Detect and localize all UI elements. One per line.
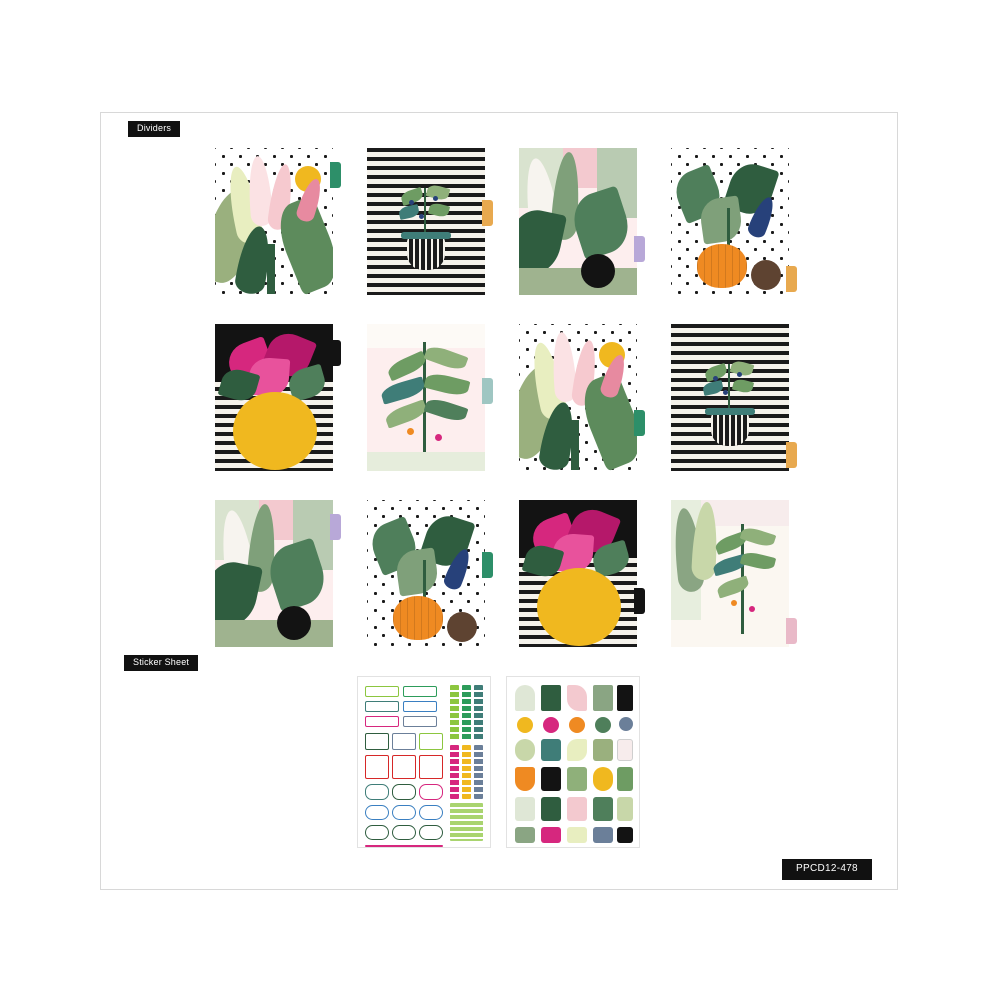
sticker-oval [419, 805, 443, 820]
sticker-tag [419, 784, 443, 800]
sticker-motif [567, 827, 587, 843]
sticker-motif [567, 797, 587, 821]
divider-artwork [671, 148, 789, 295]
divider-card [367, 500, 485, 647]
sticker-note-box [419, 733, 443, 750]
sticker-box [403, 686, 437, 697]
vase-rim [705, 408, 755, 415]
sticker-note-box [365, 733, 389, 750]
divider-artwork [367, 148, 485, 295]
berry-shape [409, 200, 414, 205]
sticker-tag [365, 784, 389, 800]
color-block [367, 452, 485, 471]
sticker-motif [541, 685, 561, 711]
sticker-motif [595, 717, 611, 733]
sticker-sheet-group [357, 676, 640, 848]
sticker-motif [567, 739, 587, 761]
sticker-oval [365, 805, 389, 820]
vase-stripes [407, 236, 445, 270]
stem-shape [571, 420, 579, 470]
color-block [367, 324, 485, 348]
berry-shape [713, 376, 718, 381]
sticker-note-box [392, 733, 416, 750]
divider-tab [634, 236, 645, 262]
divider-artwork [671, 324, 789, 471]
sticker-big-box [419, 755, 443, 779]
sticker-motif [593, 767, 613, 791]
color-block [519, 268, 637, 295]
divider-tab [482, 552, 493, 578]
divider-artwork [519, 324, 637, 471]
section-label-dividers: Dividers [128, 121, 180, 137]
divider-artwork [215, 324, 333, 471]
divider-artwork [367, 500, 485, 647]
sticker-motif [517, 717, 533, 733]
sticker-motif [593, 797, 613, 821]
divider-card [671, 148, 789, 295]
sticker-motif [567, 767, 587, 791]
divider-tab [482, 200, 493, 226]
divider-tab [482, 378, 493, 404]
berry-shape [731, 600, 737, 606]
divider-card [215, 324, 333, 471]
sticker-motif [515, 739, 535, 761]
divider-tab [634, 410, 645, 436]
sticker-oval [392, 825, 416, 840]
berry-shape [737, 372, 742, 377]
divider-artwork [215, 500, 333, 647]
sticker-motif [593, 827, 613, 843]
sticker-oval [419, 825, 443, 840]
berry-shape [407, 428, 414, 435]
pumpkin-ribs [393, 596, 443, 640]
divider-tab [330, 514, 341, 540]
accent-bar [365, 845, 443, 847]
sticker-motif [593, 739, 613, 761]
color-block [215, 620, 333, 647]
sticker-motif [515, 685, 535, 711]
berry-shape [749, 606, 755, 612]
swatch-column [462, 745, 471, 799]
blob-shape [581, 254, 615, 288]
divider-artwork [671, 500, 789, 647]
sticker-motif [619, 717, 633, 731]
divider-tab [786, 266, 797, 292]
sticker-sheet-botanical [506, 676, 640, 848]
blob-shape [447, 612, 477, 642]
sticker-box [365, 686, 399, 697]
sticker-box [365, 716, 399, 727]
vase-rim [401, 232, 451, 239]
divider-card [519, 500, 637, 647]
sticker-oval [365, 825, 389, 840]
swatch-column [474, 745, 483, 799]
sticker-box [403, 701, 437, 712]
divider-card [367, 324, 485, 471]
divider-artwork [519, 500, 637, 647]
stem-shape [727, 208, 730, 248]
berry-shape [433, 196, 438, 201]
sticker-sheet-functional [357, 676, 491, 848]
product-code-badge: PPCD12-478 [782, 859, 872, 880]
divider-tab [330, 340, 341, 366]
sticker-big-box [392, 755, 416, 779]
vase-shape [233, 392, 317, 470]
blob-shape [277, 606, 311, 640]
stripe-pattern-background [367, 148, 485, 295]
divider-tab [634, 588, 645, 614]
berry-shape [435, 434, 442, 441]
sticker-motif [515, 797, 535, 821]
sticker-motif [617, 739, 633, 761]
sticker-box [403, 716, 437, 727]
sticker-motif [541, 827, 561, 843]
berry-shape [723, 390, 728, 395]
vase-shape [537, 568, 621, 646]
sticker-oval [392, 805, 416, 820]
sticker-motif [541, 767, 561, 791]
sticker-motif [515, 767, 535, 791]
sticker-box [365, 701, 399, 712]
sticker-motif [567, 685, 587, 711]
sticker-motif [617, 797, 633, 821]
swatch-column [450, 685, 459, 741]
divider-card [519, 148, 637, 295]
divider-card [367, 148, 485, 295]
sticker-motif [541, 797, 561, 821]
sticker-motif [569, 717, 585, 733]
sticker-motif [541, 739, 561, 761]
divider-card [671, 324, 789, 471]
divider-grid [215, 148, 788, 648]
swatch-column [450, 745, 459, 799]
divider-artwork [215, 148, 333, 295]
divider-card [215, 500, 333, 647]
divider-tab [786, 618, 797, 644]
sticker-motif [617, 827, 633, 843]
swatch-column [474, 685, 483, 741]
divider-tab [786, 442, 797, 468]
sticker-motif [617, 685, 633, 711]
sticker-motif [617, 767, 633, 791]
swatch-block [450, 803, 483, 841]
sticker-big-box [365, 755, 389, 779]
stem-shape [423, 560, 426, 600]
divider-tab [330, 162, 341, 188]
stem-shape [267, 244, 275, 294]
divider-card [519, 324, 637, 471]
divider-card [671, 500, 789, 647]
vase-stripes [711, 412, 749, 446]
sticker-motif [593, 685, 613, 711]
section-label-sticker-sheet: Sticker Sheet [124, 655, 198, 671]
berry-shape [419, 214, 424, 219]
divider-artwork [367, 324, 485, 471]
swatch-column [462, 685, 471, 741]
blob-shape [751, 260, 781, 290]
pumpkin-ribs [697, 244, 747, 288]
sticker-tag [392, 784, 416, 800]
sticker-motif [515, 827, 535, 843]
divider-card [215, 148, 333, 295]
stripe-pattern-background [671, 324, 789, 471]
divider-artwork [519, 148, 637, 295]
sticker-motif [543, 717, 559, 733]
